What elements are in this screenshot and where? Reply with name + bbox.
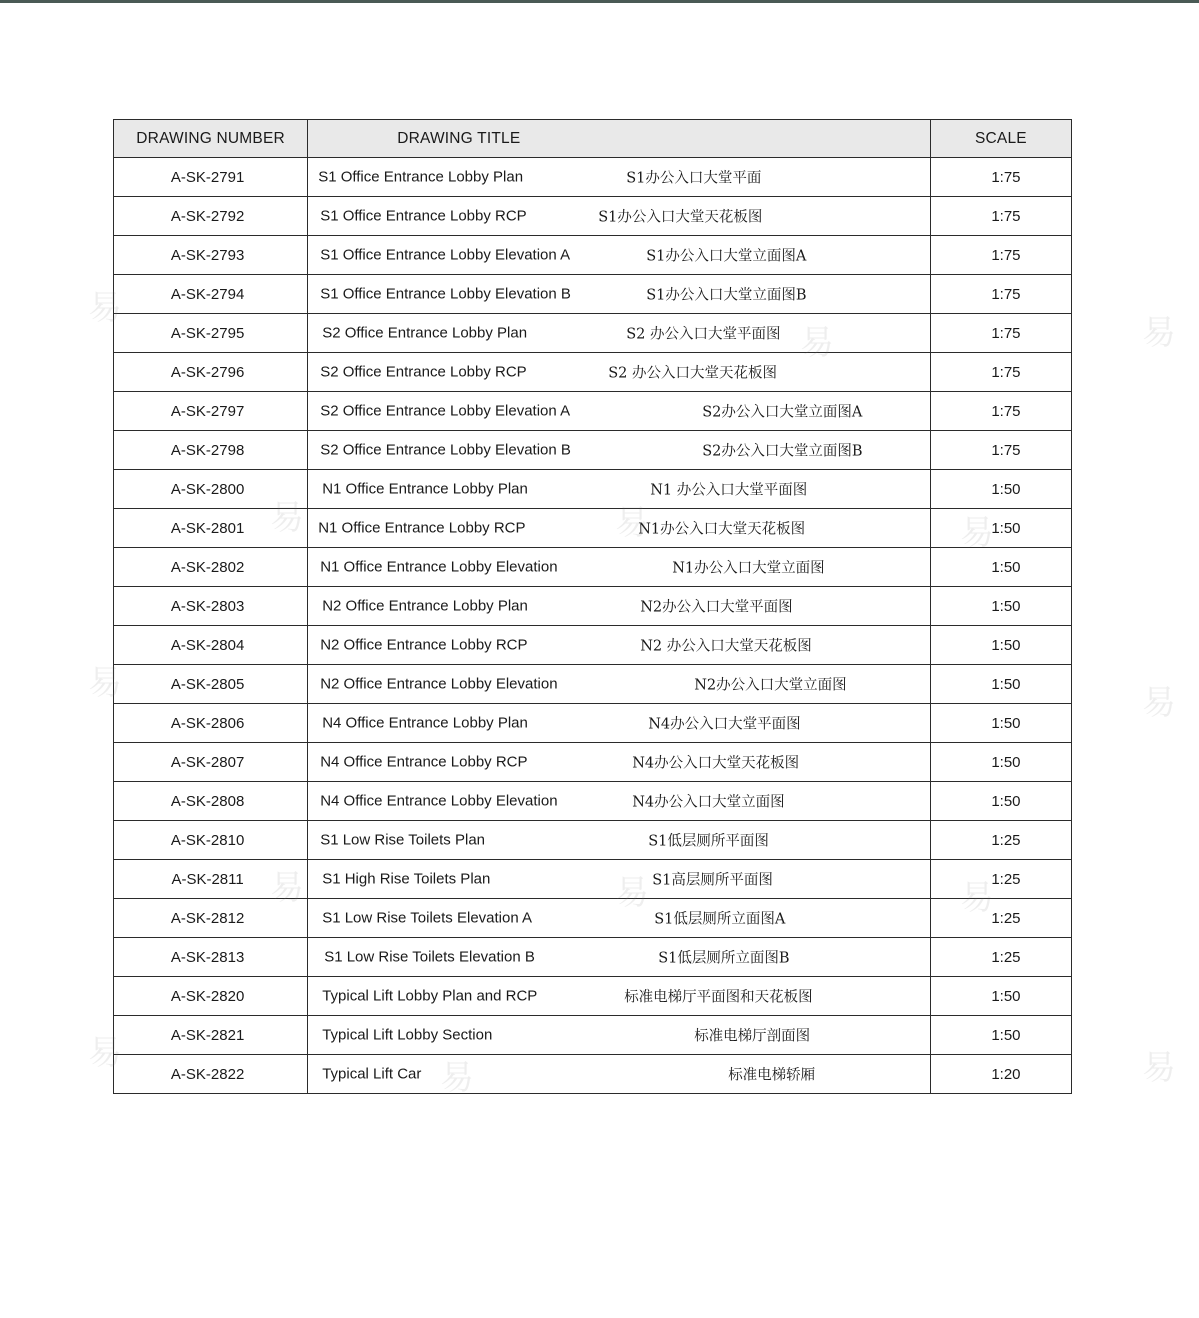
scale-cell: 1:75 (930, 431, 1071, 470)
drawing-title-cell (308, 392, 931, 431)
table-row (114, 899, 1072, 938)
drawing-title-cell (308, 587, 931, 626)
drawing-title-cell (308, 548, 931, 587)
drawing-title-cell (308, 158, 931, 197)
drawing-title-english: Typical Lift Lobby Section (322, 1026, 493, 1044)
drawing-title-english: Typical Lift Car (322, 1065, 422, 1083)
drawing-number-cell: A-SK-2805 (114, 665, 308, 704)
watermark-glyph: 易 (270, 868, 304, 908)
drawing-title-english: N1 Office Entrance Lobby Plan (322, 480, 528, 498)
drawing-title-english: S2 Office Entrance Lobby Elevation A (320, 402, 571, 420)
drawing-number-cell: A-SK-2801 (114, 509, 308, 548)
drawing-number-cell: A-SK-2820 (114, 977, 308, 1016)
drawing-number-cell: A-SK-2803 (114, 587, 308, 626)
table-row (114, 977, 1072, 1016)
drawing-number-cell: A-SK-2798 (114, 431, 308, 470)
drawing-title-cell (308, 743, 931, 782)
drawing-title-chinese: S2 办公入口大堂天花板图 (608, 365, 777, 382)
table-row (114, 548, 1072, 587)
table-row (114, 353, 1072, 392)
drawing-number-cell: A-SK-2797 (114, 392, 308, 431)
watermark-glyph: 易 (1142, 683, 1176, 723)
scale-cell: 1:50 (930, 977, 1071, 1016)
drawing-title-cell (308, 470, 931, 509)
drawing-title-english: N4 Office Entrance Lobby Elevation (320, 792, 558, 810)
drawing-title-chinese: 标准电梯厅剖面图 (694, 1028, 811, 1045)
drawing-title-cell (308, 314, 931, 353)
drawing-title-chinese: S1低层厕所立面图B (658, 950, 790, 967)
drawing-title-chinese: N2办公入口大堂平面图 (640, 599, 793, 616)
drawing-title-chinese: N4办公入口大堂天花板图 (632, 755, 800, 772)
drawing-title-english: N4 Office Entrance Lobby RCP (320, 753, 528, 771)
drawing-title-cell (308, 509, 931, 548)
header-drawing-title: DRAWING TITLE (308, 120, 931, 158)
drawing-number-cell: A-SK-2793 (114, 236, 308, 275)
drawing-title-cell (308, 821, 931, 860)
drawing-title-cell (308, 275, 931, 314)
drawing-title-chinese: N4办公入口大堂立面图 (632, 794, 785, 811)
table-row (114, 236, 1072, 275)
table-row (114, 821, 1072, 860)
watermark-glyph: 易 (960, 513, 994, 553)
table-row (114, 431, 1072, 470)
drawing-number-cell: A-SK-2810 (114, 821, 308, 860)
drawing-title-english: S1 Low Rise Toilets Elevation B (324, 948, 535, 966)
table-row (114, 665, 1072, 704)
watermark-glyph: 易 (800, 323, 834, 363)
drawing-title-english: N2 Office Entrance Lobby Plan (322, 597, 528, 615)
scale-cell: 1:50 (930, 743, 1071, 782)
table-row (114, 1016, 1072, 1055)
drawing-title-chinese: S2办公入口大堂立面图B (702, 443, 863, 460)
table-row (114, 392, 1072, 431)
scale-cell: 1:75 (930, 236, 1071, 275)
scale-cell: 1:25 (930, 860, 1071, 899)
drawing-title-chinese: N1 办公入口大堂平面图 (650, 482, 808, 499)
scale-cell: 1:50 (930, 782, 1071, 821)
drawing-title-english: S1 Office Entrance Lobby Elevation A (320, 246, 571, 264)
drawing-number-cell: A-SK-2804 (114, 626, 308, 665)
drawing-number-cell: A-SK-2792 (114, 197, 308, 236)
table-row (114, 860, 1072, 899)
header-scale: SCALE (930, 120, 1071, 158)
drawing-number-cell: A-SK-2794 (114, 275, 308, 314)
drawing-title-chinese: S1办公入口大堂天花板图 (598, 209, 763, 226)
scale-cell: 1:50 (930, 470, 1071, 509)
drawing-title-chinese: N2 办公入口大堂天花板图 (640, 638, 812, 655)
drawing-title-english: S1 Office Entrance Lobby Plan (318, 168, 524, 186)
drawing-title-cell (308, 1055, 931, 1094)
scale-cell: 1:75 (930, 158, 1071, 197)
watermark-glyph: 易 (1142, 1048, 1176, 1088)
scale-cell: 1:50 (930, 704, 1071, 743)
scale-cell: 1:25 (930, 938, 1071, 977)
drawing-number-cell: A-SK-2806 (114, 704, 308, 743)
drawing-title-chinese: S1办公入口大堂立面图B (646, 287, 807, 304)
table-body (114, 158, 1072, 1094)
scale-cell: 1:20 (930, 1055, 1071, 1094)
drawing-title-cell (308, 977, 931, 1016)
drawing-title-english: N1 Office Entrance Lobby RCP (318, 519, 526, 537)
drawing-number-cell: A-SK-2800 (114, 470, 308, 509)
drawing-title-english: N2 Office Entrance Lobby RCP (320, 636, 528, 654)
drawing-title-chinese: N4办公入口大堂平面图 (648, 716, 801, 733)
drawing-title-cell (308, 197, 931, 236)
watermark-glyph: 易 (88, 1033, 122, 1073)
table-row (114, 470, 1072, 509)
drawing-title-cell (308, 938, 931, 977)
drawing-title-english: N2 Office Entrance Lobby Elevation (320, 675, 558, 693)
drawing-title-chinese: S1高层厕所平面图 (652, 872, 773, 889)
table-row (114, 275, 1072, 314)
watermark-glyph: 易 (270, 498, 304, 538)
drawing-title-english: S1 High Rise Toilets Plan (322, 870, 491, 888)
drawing-number-cell: A-SK-2796 (114, 353, 308, 392)
drawing-title-cell (308, 782, 931, 821)
drawing-number-cell: A-SK-2807 (114, 743, 308, 782)
drawing-title-english: S2 Office Entrance Lobby Plan (322, 324, 528, 342)
drawing-title-chinese: N2办公入口大堂立面图 (694, 677, 847, 694)
drawing-title-chinese: S1低层厕所立面图A (654, 911, 786, 928)
drawing-title-cell (308, 899, 931, 938)
header-drawing-number: DRAWING NUMBER (114, 120, 308, 158)
scale-cell: 1:50 (930, 509, 1071, 548)
watermark-glyph: 易 (440, 1058, 474, 1098)
drawing-title-english: S1 Office Entrance Lobby Elevation B (320, 285, 571, 303)
scale-cell: 1:50 (930, 665, 1071, 704)
watermark-glyph: 易 (88, 663, 122, 703)
scale-cell: 1:50 (930, 548, 1071, 587)
table-row (114, 704, 1072, 743)
table-row (114, 314, 1072, 353)
drawing-number-cell: A-SK-2822 (114, 1055, 308, 1094)
drawing-title-chinese: 标准电梯轿厢 (728, 1067, 816, 1084)
drawing-title-chinese: S1办公入口大堂立面图A (646, 248, 807, 265)
table-row (114, 782, 1072, 821)
drawing-title-cell (308, 704, 931, 743)
table-row (114, 158, 1072, 197)
drawing-number-cell: A-SK-2795 (114, 314, 308, 353)
drawing-title-cell (308, 431, 931, 470)
table-row (114, 743, 1072, 782)
drawing-title-cell (308, 860, 931, 899)
scale-cell: 1:75 (930, 353, 1071, 392)
watermark-glyph: 易 (960, 878, 994, 918)
drawing-title-english: Typical Lift Lobby Plan and RCP (322, 987, 538, 1005)
watermark-glyph: 易 (615, 873, 649, 913)
table-row (114, 938, 1072, 977)
table-row (114, 587, 1072, 626)
watermark-glyph: 易 (615, 503, 649, 543)
table-row (114, 509, 1072, 548)
drawing-number-cell: A-SK-2813 (114, 938, 308, 977)
drawing-number-cell: A-SK-2802 (114, 548, 308, 587)
drawing-title-chinese: S2 办公入口大堂平面图 (626, 326, 781, 343)
drawing-title-cell (308, 353, 931, 392)
watermark-glyph: 易 (1142, 313, 1176, 353)
drawing-title-english: S2 Office Entrance Lobby Elevation B (320, 441, 571, 459)
scale-cell: 1:75 (930, 314, 1071, 353)
scale-cell: 1:75 (930, 275, 1071, 314)
table-header-row (114, 120, 1072, 158)
scale-cell: 1:25 (930, 899, 1071, 938)
drawing-number-cell: A-SK-2808 (114, 782, 308, 821)
drawing-title-english: N4 Office Entrance Lobby Plan (322, 714, 528, 732)
drawing-title-chinese: S1低层厕所平面图 (648, 833, 769, 850)
scale-cell: 1:25 (930, 821, 1071, 860)
drawing-number-cell: A-SK-2812 (114, 899, 308, 938)
scale-cell: 1:50 (930, 626, 1071, 665)
top-border-rule (0, 0, 1199, 3)
drawing-title-cell (308, 1016, 931, 1055)
drawing-title-chinese: N1办公入口大堂天花板图 (638, 521, 806, 538)
scale-cell: 1:50 (930, 587, 1071, 626)
table-row (114, 626, 1072, 665)
drawing-title-cell (308, 626, 931, 665)
drawing-title-english: S1 Low Rise Toilets Plan (320, 831, 485, 849)
drawing-title-english: S1 Office Entrance Lobby RCP (320, 207, 527, 225)
drawing-list-table (113, 119, 1072, 1094)
table-row (114, 1055, 1072, 1094)
watermark-glyph: 易 (88, 288, 122, 328)
drawing-title-chinese: 标准电梯厅平面图和天花板图 (624, 989, 813, 1006)
scale-cell: 1:75 (930, 197, 1071, 236)
scale-cell: 1:75 (930, 392, 1071, 431)
table-row (114, 197, 1072, 236)
drawing-title-chinese: S1办公入口大堂平面 (626, 170, 762, 187)
drawing-title-chinese: S2办公入口大堂立面图A (702, 404, 863, 421)
drawing-number-cell: A-SK-2791 (114, 158, 308, 197)
drawing-title-chinese: N1办公入口大堂立面图 (672, 560, 825, 577)
drawing-title-english: N1 Office Entrance Lobby Elevation (320, 558, 558, 576)
drawing-title-cell (308, 665, 931, 704)
drawing-title-english: S2 Office Entrance Lobby RCP (320, 363, 527, 381)
drawing-title-cell (308, 236, 931, 275)
scale-cell: 1:50 (930, 1016, 1071, 1055)
drawing-title-english: S1 Low Rise Toilets Elevation A (322, 909, 533, 927)
drawing-number-cell: A-SK-2811 (114, 860, 308, 899)
drawing-number-cell: A-SK-2821 (114, 1016, 308, 1055)
